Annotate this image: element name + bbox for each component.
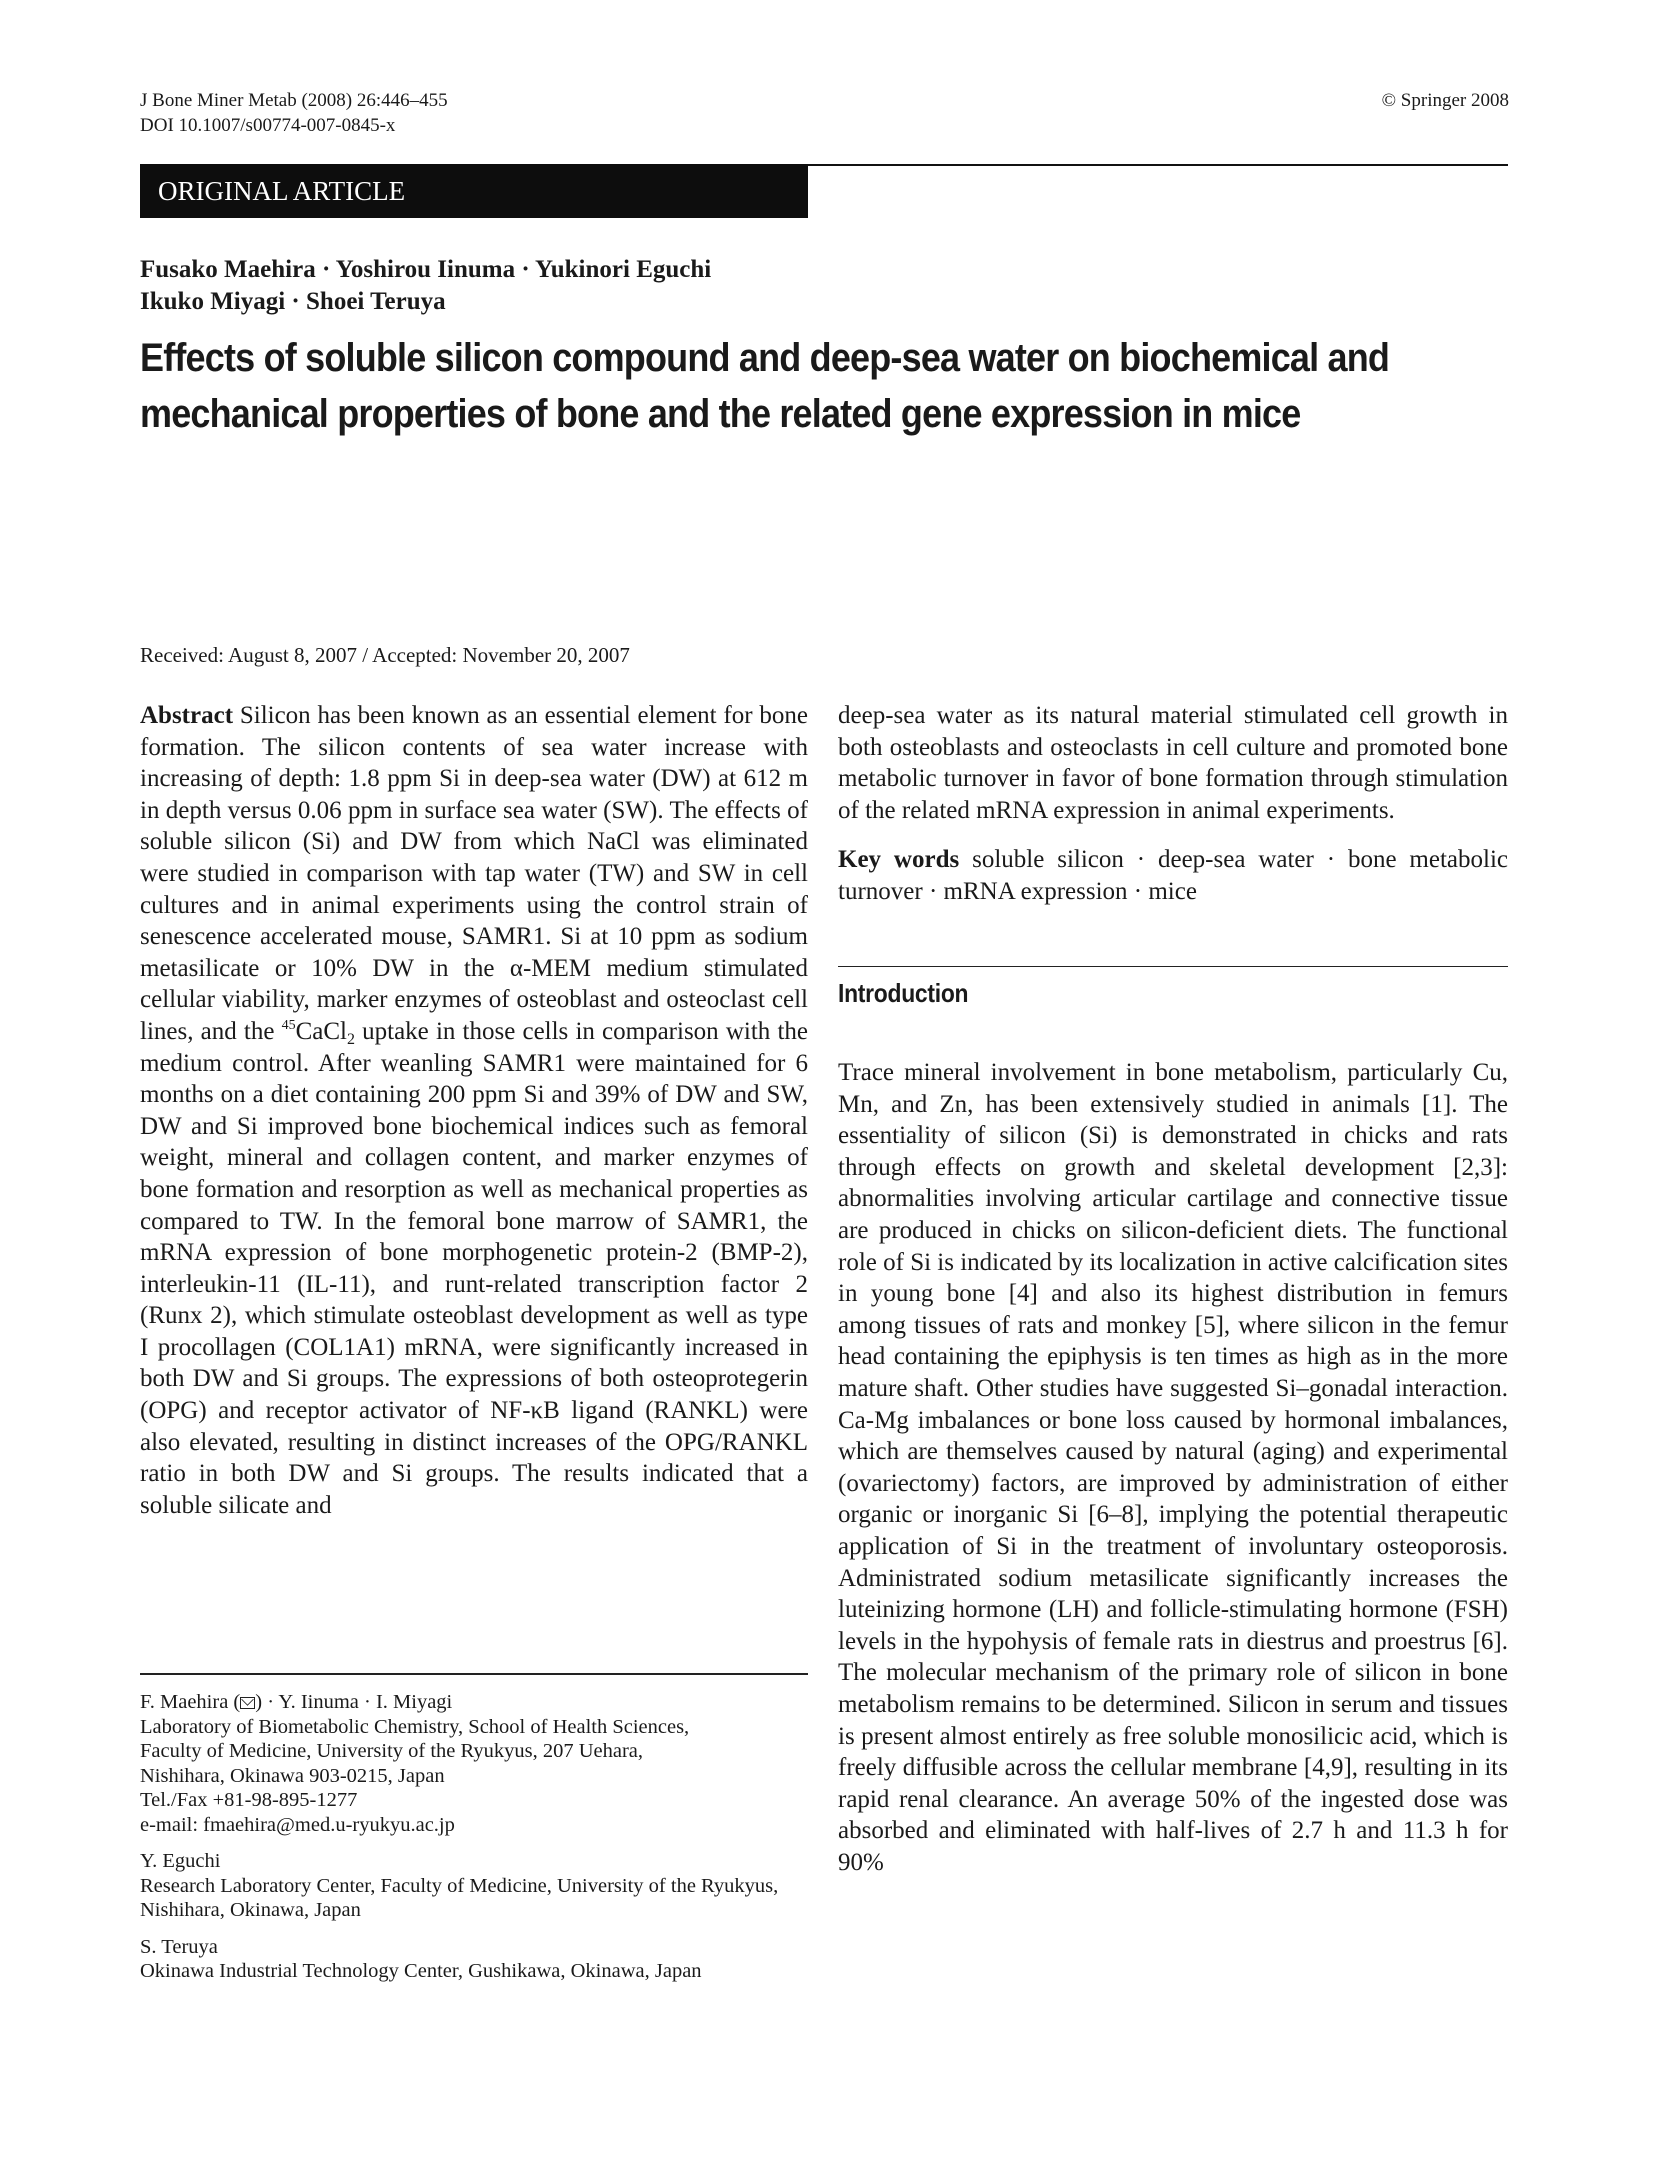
footnote-rule bbox=[140, 1673, 808, 1675]
envelope-icon bbox=[240, 1697, 255, 1709]
corresponding-affiliation bbox=[140, 1690, 820, 1837]
header-rule bbox=[808, 164, 1508, 166]
isotope-superscript: 45 bbox=[281, 1017, 296, 1033]
contact-phone: Tel./Fax +81-98-895-1277 bbox=[140, 1789, 358, 1811]
abstract-label: Abstract bbox=[140, 702, 234, 729]
abstract-continuation: deep-sea water as its natural material stimulated cell growth in both osteoblasts and osteoclasts in cell culture and promoted bone metabolic turnover in favor of bone formation through stimulation of the related mRNA expression in animal experiments. bbox=[838, 702, 1508, 824]
right-column bbox=[838, 700, 1508, 1879]
keywords bbox=[838, 844, 1508, 907]
abstract-paragraph bbox=[140, 700, 808, 1521]
author-line: Ikuko Miyagi · Shoei Teruya bbox=[140, 288, 446, 315]
author-name: S. Teruya bbox=[140, 1935, 218, 1958]
author-names: F. Maehira ( bbox=[140, 1691, 241, 1713]
affiliation-line: Faculty of Medicine, University of the Ryukyus, 207 Uehara, bbox=[140, 1740, 644, 1762]
formula-subscript: 2 bbox=[346, 1030, 355, 1048]
affiliation-line: Research Laboratory Center, Faculty of Medicine, University of the Ryukyus, Nishihara, Okinawa, Japan bbox=[140, 1874, 779, 1921]
abstract-text: Silicon has been known as an essential element for bone formation. The silicon contents of sea water increase with increasing of depth: 1.8 ppm Si in deep-sea water (DW) at 612 m in depth versus 0.06 ppm in surface sea water (SW). The effects of soluble silicon (Si) and DW from which NaCl was eliminated were studied in comparison with tap water (TW) and SW in cell cultures and in animal experiments using the control strain of senescence accelerated mouse, SAMR1. Si at 10 ppm as sodium metasilicate or 10% DW in the α-MEM medium stimulated cellular viability, marker enzymes of osteoblast and osteoclast cell lines, and the bbox=[140, 702, 808, 1045]
affiliation-line: Laboratory of Biometabolic Chemistry, School of Health Sciences, bbox=[140, 1715, 690, 1738]
journal-citation bbox=[140, 88, 448, 138]
author-names: ) · Y. Iinuma · I. Miyagi bbox=[255, 1691, 453, 1713]
author-list bbox=[140, 254, 940, 318]
author-line: Fusako Maehira · Yoshirou Iinuma · Yukinori Eguchi bbox=[140, 256, 712, 283]
received-dates: Received: August 8, 2007 / Accepted: November 20, 2007 bbox=[140, 643, 630, 667]
copyright-notice: © Springer 2008 bbox=[1381, 90, 1509, 111]
doi-line: DOI 10.1007/s00774-007-0845-x bbox=[140, 115, 396, 136]
left-column bbox=[140, 700, 808, 1521]
eguchi-affiliation bbox=[140, 1849, 820, 1923]
author-name: Y. Eguchi bbox=[140, 1850, 221, 1872]
affiliation-line: Okinawa Industrial Technology Center, Gushikawa, Okinawa, Japan bbox=[140, 1960, 702, 1982]
affiliation-line: Nishihara, Okinawa 903-0215, Japan bbox=[140, 1764, 445, 1787]
keywords-label: Key words bbox=[838, 846, 960, 874]
affiliation-footnotes bbox=[140, 1690, 820, 1996]
teruya-affiliation bbox=[140, 1935, 820, 1984]
introduction-paragraph: Trace mineral involvement in bone metabolism, particularly Cu, Mn, and Zn, has been extensively studied in animals [1]. The essentiality of silicon (Si) is demonstrated in chicks and rats through effects on growth and skeletal development [2,3]: abnormalities involving articular cartilage and connective tissue are produced in chicks on silicon-deficient diets. The functional role of Si is indicated by its localization in active calcification sites in young bone [4] and also its highest distribution in femurs among tissues of rats and monkey [5], where silicon in the femur head containing the epiphysis is ten times as high as in the more mature shaft. Other studies have suggested Si–gonadal interaction. Ca-Mg imbalances or bone loss caused by hormonal imbalances, which are themselves caused by natural (aging) and experimental (ovariectomy) factors, are improved by administration of either organic or inorganic Si [6–8], implying the potential therapeutic application of Si in the treatment of involuntary osteoporosis. Administrated sodium metasilicate significantly increases the luteinizing hormone (LH) and follicle-stimulating hormone (FSH) levels in the hypohysis of female rats in diestrus and proestrus [6]. The molecular mechanism of the primary role of silicon in bone metabolism remains to be determined. Silicon in serum and tissues is present almost entirely as free soluble monosilicic acid, which is freely diffusible across the cellular membrane [4,9], resulting in its rapid renal clearance. An average 50% of the ingested dose was absorbed and eliminated with half-lives of 2.7 h and 11.3 h for 90% bbox=[838, 1059, 1508, 1876]
article-type-banner: ORIGINAL ARTICLE bbox=[140, 164, 808, 218]
journal-line: J Bone Miner Metab (2008) 26:446–455 bbox=[140, 90, 448, 111]
abstract-text: uptake in those cells in comparison with the medium control. After weanling SAMR1 were maintained for 6 months on a diet containing 200 ppm Si and 39% of DW and SW, DW and Si improved bone biochemical indices such as femoral weight, mineral and collagen content, and marker enzymes of bone formation and resorption as well as mechanical properties as compared to TW. In the femoral bone marrow of SAMR1, the mRNA expression of bone morphogenetic protein-2 (BMP-2), interleukin-11 (IL-11), and runt-related transcription factor 2 (Runx 2), which stimulate osteoblast development as well as type I procollagen (COL1A1) mRNA, were significantly increased in both DW and Si groups. The expressions of both osteoprotegerin (OPG) and receptor activator of NF-κB ligand (RANKL) were also elevated, resulting in distinct increases of the OPG/RANKL ratio in both DW and Si groups. The results indicated that a soluble silicate and bbox=[140, 1017, 808, 1519]
contact-email: e-mail: fmaehira@med.u-ryukyu.ac.jp bbox=[140, 1813, 455, 1836]
title-line: mechanical properties of bone and the related gene expression in mice bbox=[140, 392, 1301, 436]
article-title bbox=[140, 330, 1390, 442]
section-heading-introduction: Introduction bbox=[838, 978, 969, 1009]
title-line: Effects of soluble silicon compound and deep-sea water on biochemical and bbox=[140, 336, 1390, 380]
section-rule bbox=[838, 966, 1508, 968]
keywords-text: soluble silicon · deep-sea water · bone metabolic turnover · mRNA expression · mice bbox=[838, 846, 1508, 905]
abstract-text: CaCl bbox=[295, 1017, 347, 1045]
corresponding-authors bbox=[140, 1690, 820, 1715]
